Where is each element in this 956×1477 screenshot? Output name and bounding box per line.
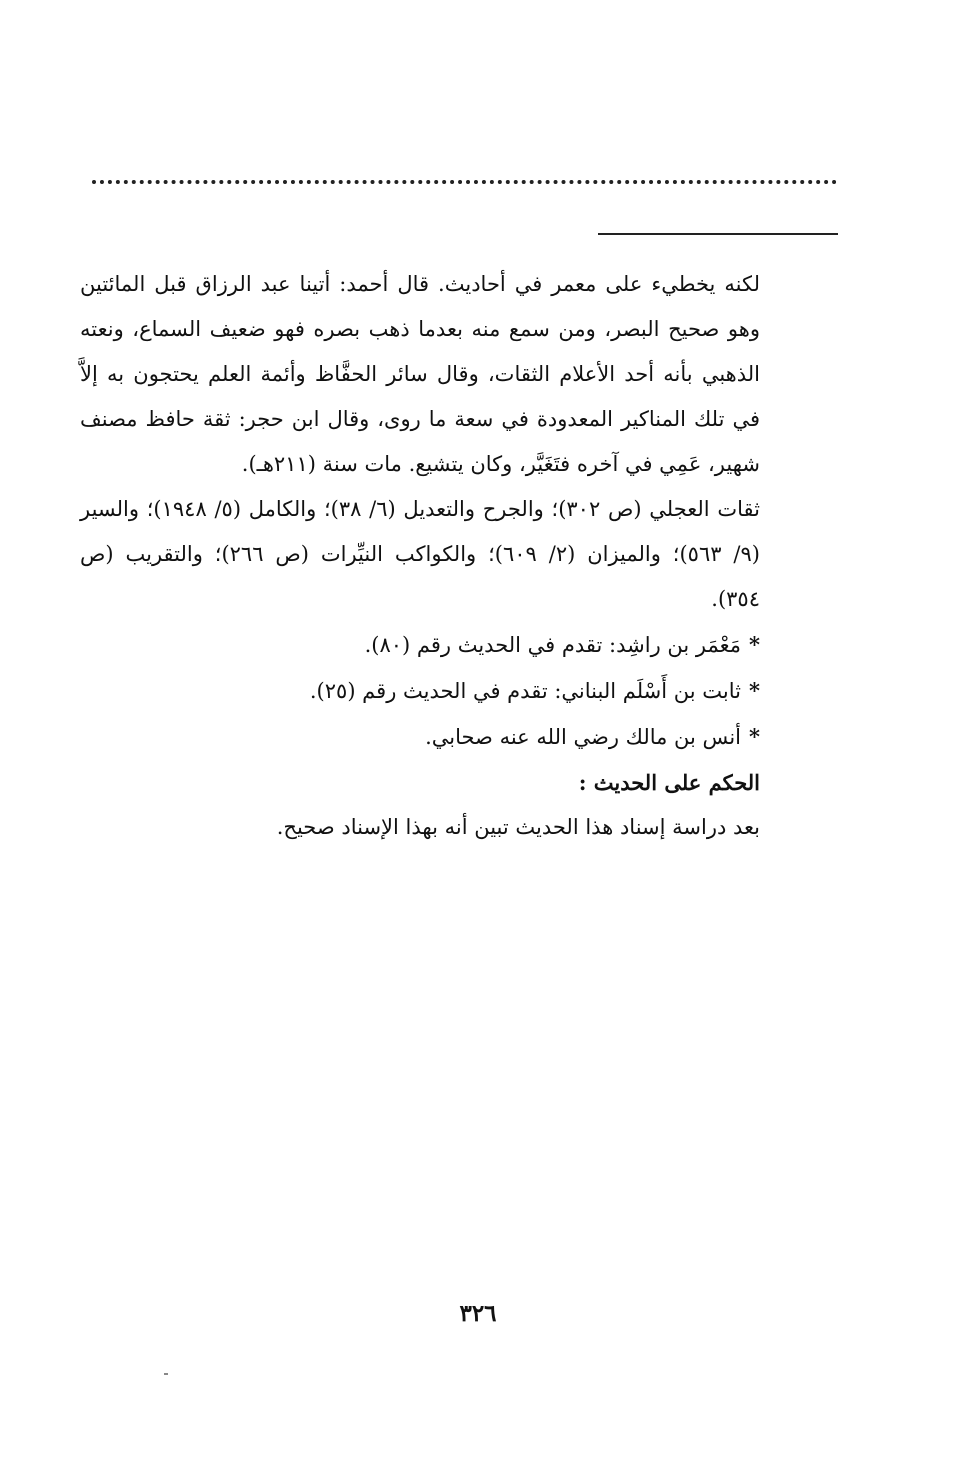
narrator-text: ثابت بن أَسْلَم البناني: تقدم في الحديث رقم (٢٥). [309, 679, 742, 703]
biography-paragraph: لكنه يخطيء على معمر في أحاديث. قال أحمد: أتينا عبد الرزاق قبل المائتين وهو صحيح البصر، ومن سمع منه بعدما ذهب بصره فهو ضعيف السماع، ونعته الذهبي بأنه أحد الأعلام الثقات، وقال سائر الحفَّاظ وأئمة العلم يحتجون به إلاَّ في تلك المناكير المعدودة في سعة ما روى، وقال ابن حجر: ثقة حافظ مصنف شهير، عَمِي في آخره فتَغَيَّر، وكان يتشيع. مات سنة (٢١١هـ). [80, 272, 760, 476]
section-heading: الحكم على الحديث : [578, 770, 760, 795]
narrator-item [80, 714, 760, 760]
dotted-separator [92, 180, 837, 208]
scan-speck [164, 1373, 168, 1375]
narrator-text: أنس بن مالك رضي الله عنه صحابي. [425, 725, 742, 749]
page-number: ٣٢٦ [459, 1300, 497, 1327]
narrator-item [80, 668, 760, 714]
narrator-text: مَعْمَر بن راشِد: تقدم في الحديث رقم (٨٠). [364, 633, 742, 657]
narrator-item [80, 622, 760, 668]
footnote-rule [598, 233, 838, 235]
page-body [80, 262, 760, 850]
conclusion-paragraph: بعد دراسة إسناد هذا الحديث تبين أنه بهذا الإسناد صحيح. [276, 815, 760, 839]
bullet-icon: * [749, 724, 760, 749]
sources-paragraph: ثقات العجلي (ص ٣٠٢)؛ والجرح والتعديل (٦/ ٣٨)؛ والكامل (٥/ ١٩٤٨)؛ والسير (٩/ ٥٦٣)؛ والميزان (٢/ ٦٠٩)؛ والكواكب النيِّرات (ص ٢٦٦)؛ والتقريب (ص ٣٥٤). [80, 497, 760, 611]
bullet-icon: * [749, 678, 760, 703]
bullet-icon: * [749, 632, 760, 657]
